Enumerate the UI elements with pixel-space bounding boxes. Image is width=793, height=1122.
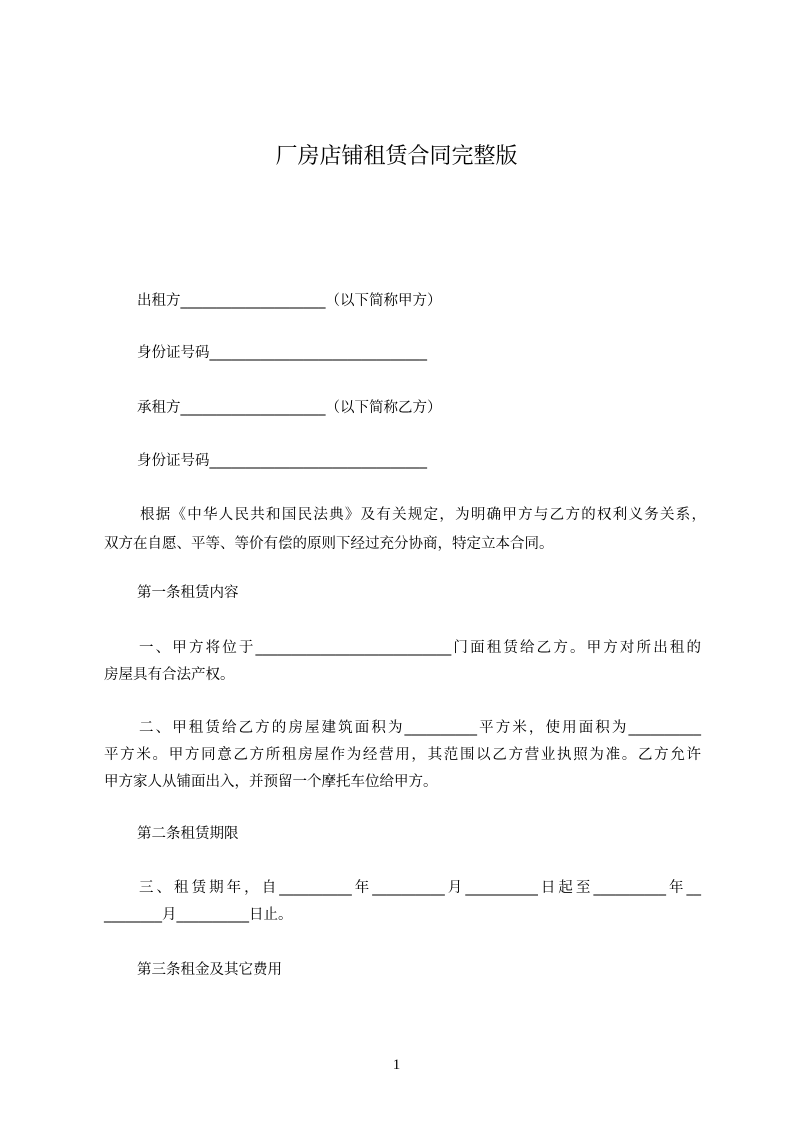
lessee-id-line: 身份证号码______________________________ xyxy=(137,453,427,469)
article-1-heading: 第一条租赁内容 xyxy=(137,585,239,601)
page-title: 厂房店铺租赁合同完整版 xyxy=(275,144,518,169)
clause-1-line-1: 一、甲方将位于___________________________门面租赁给乙方。甲方对所出租的 xyxy=(139,640,701,656)
clause-2-line-2: 平方米。甲方同意乙方所租房屋作为经营用，其范围以乙方营业执照为准。乙方允许 xyxy=(104,747,701,763)
clause-2-line-3: 甲方家人从铺面出入，并预留一个摩托车位给甲方。 xyxy=(104,774,438,790)
lessor-id-line: 身份证号码______________________________ xyxy=(137,345,427,361)
preamble-line-1: 根据《中华人民共和国民法典》及有关规定，为明确甲方与乙方的权利义务关系， xyxy=(140,507,706,523)
clause-3-line-1: 三、租赁期年，自__________年__________月__________日起至__________年__ xyxy=(139,880,701,896)
clause-3-line-2: ________月__________日止。 xyxy=(104,907,293,923)
lessor-line: 出租方____________________（以下简称甲方） xyxy=(137,293,442,309)
lessee-line: 承租方____________________（以下简称乙方） xyxy=(137,400,442,416)
article-2-heading: 第二条租赁期限 xyxy=(137,826,239,842)
page-number: 1 xyxy=(392,1057,401,1073)
clause-2-line-1: 二、甲租赁给乙方的房屋建筑面积为__________平方米，使用面积为__________ xyxy=(139,720,701,736)
clause-1-line-2: 房屋具有合法产权。 xyxy=(104,667,235,683)
preamble-line-2: 双方在自愿、平等、等价有偿的原则下经过充分协商，特定立本合同。 xyxy=(104,536,554,552)
article-3-heading: 第三条租金及其它费用 xyxy=(137,962,282,978)
